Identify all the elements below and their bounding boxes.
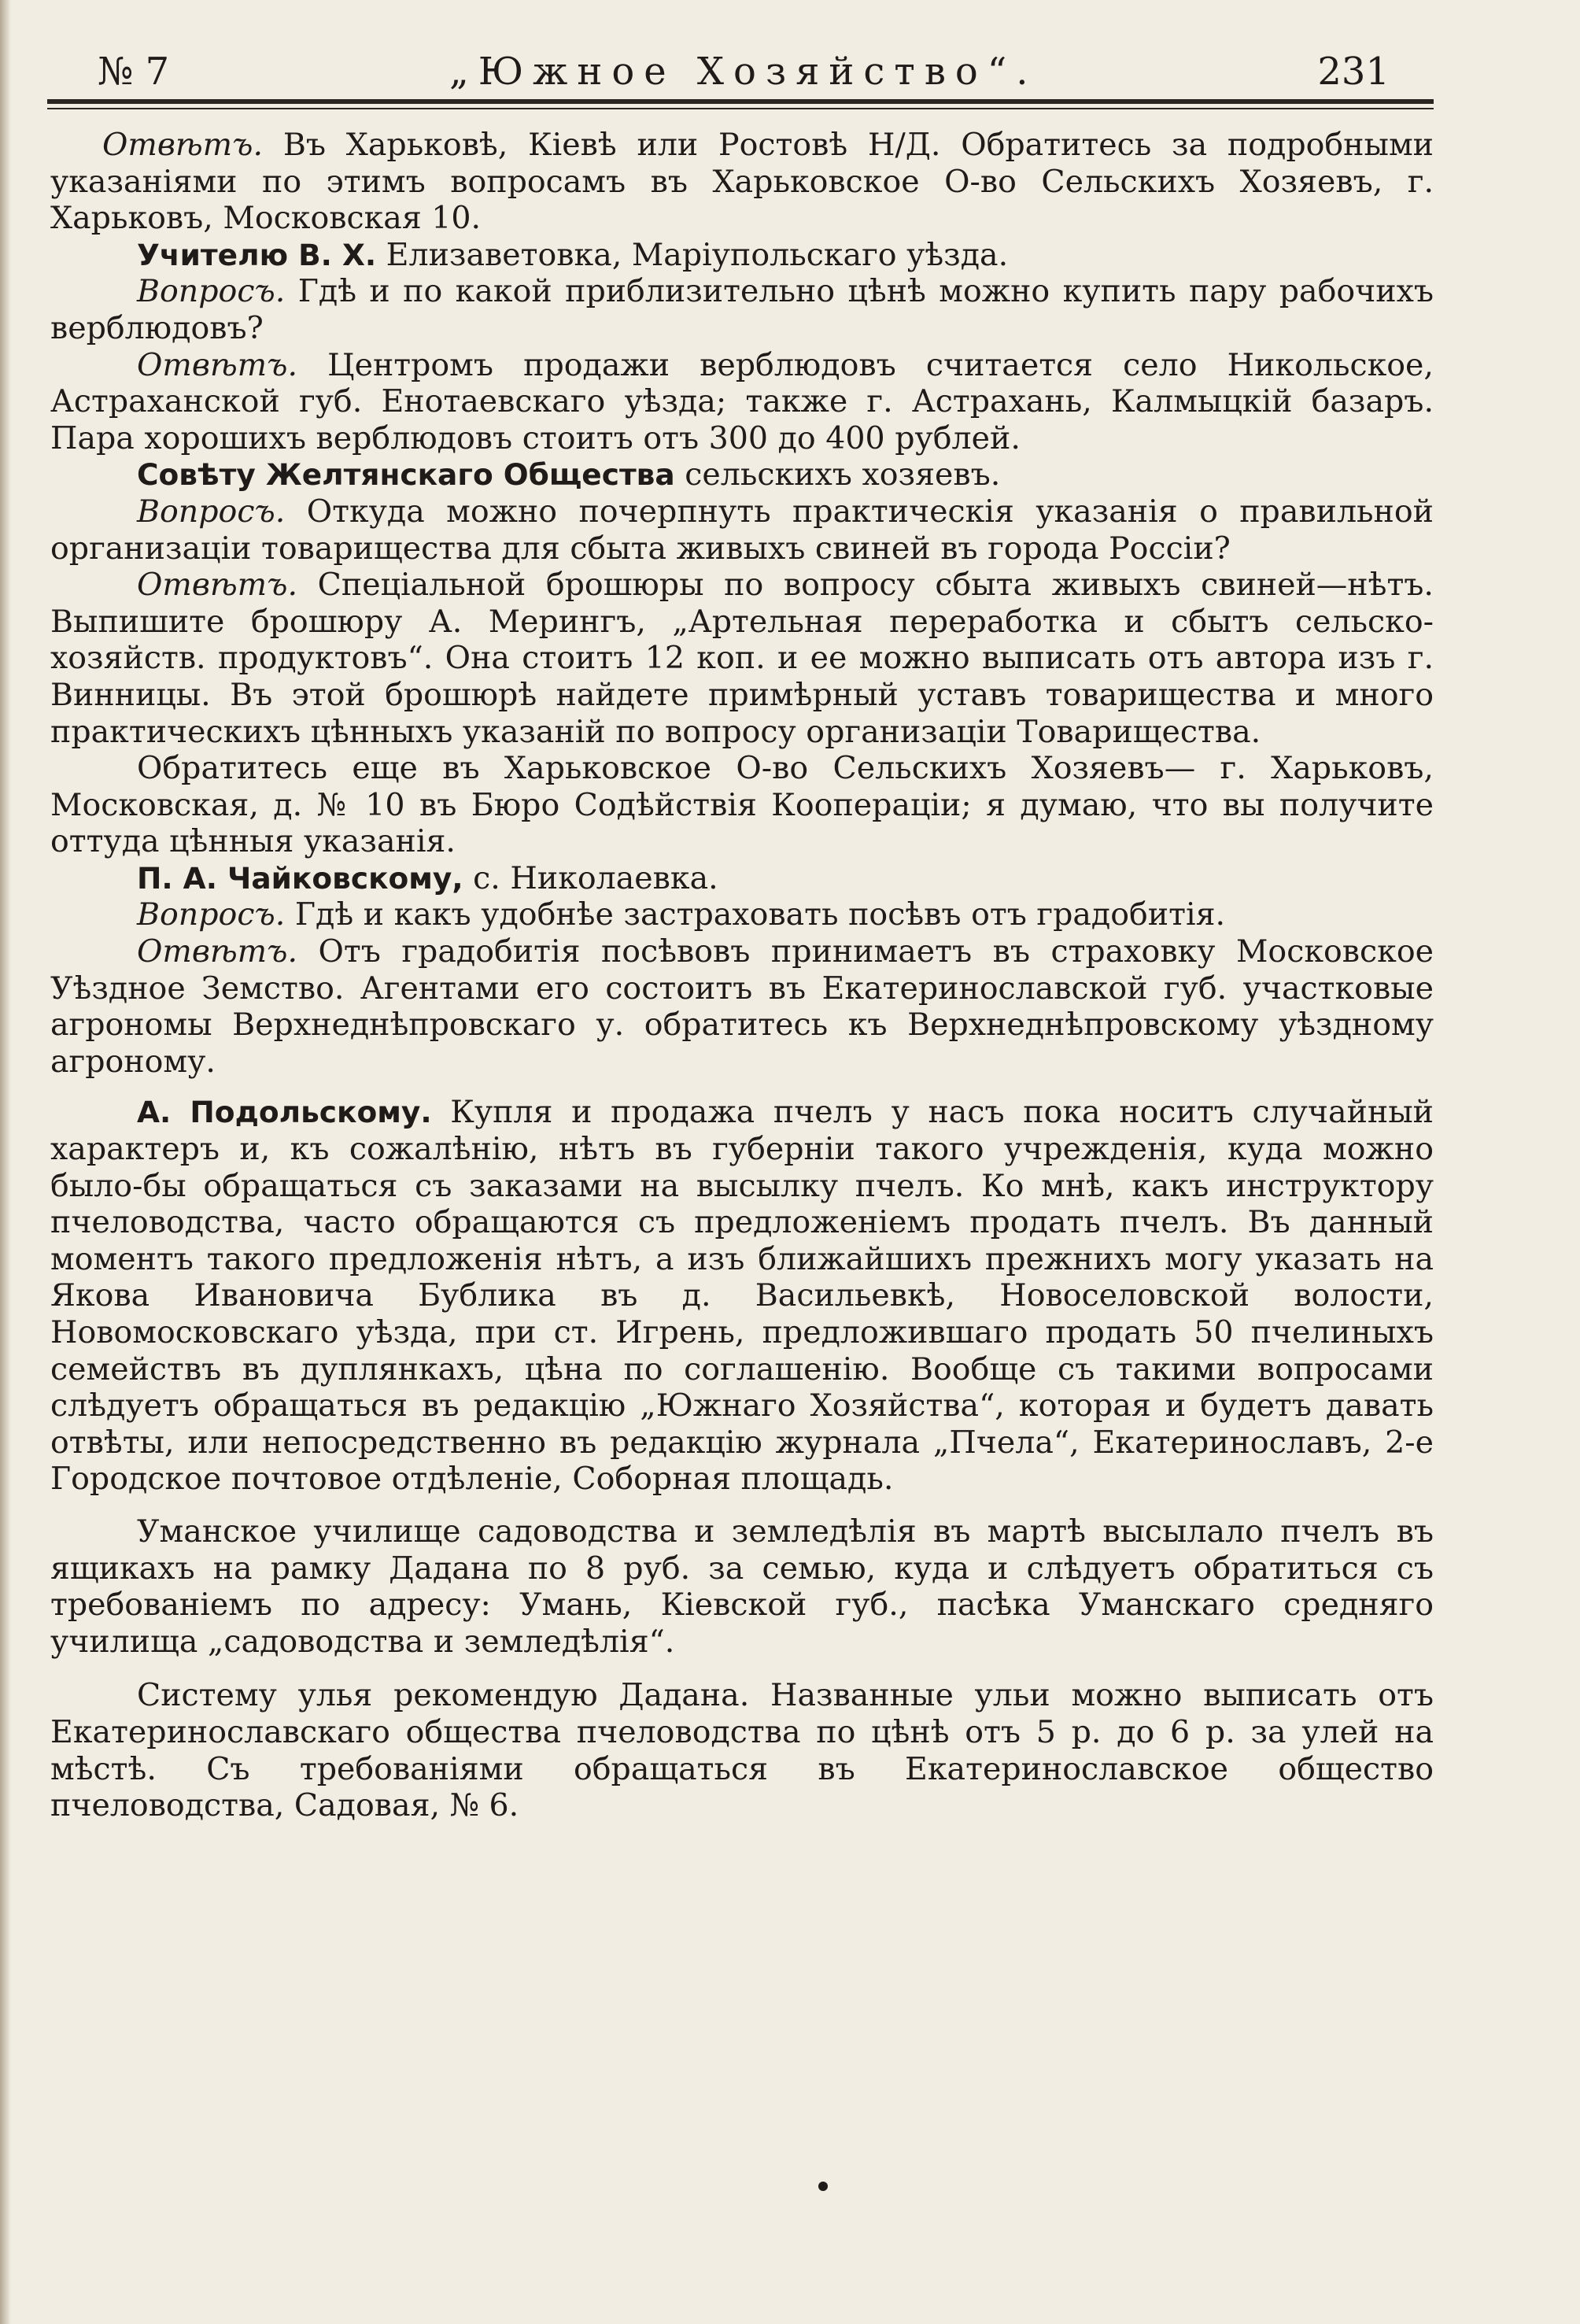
answer-label: Отвѣтъ. (137, 346, 298, 383)
paragraph-text: Откуда можно почерпнуть практическія указанія о правильной организаціи товарищества для сбыта живыхъ свиней въ города Россіи? (50, 493, 1434, 567)
end-dot (818, 2182, 828, 2191)
addressee-name: П. А. Чайковскому, (137, 860, 463, 896)
paragraph-text: Отъ градобитія посѣвовъ принимаетъ въ страховку Московское Уѣздное Земство. Агентами его состоитъ въ Екатеринославской губ. участковые агрономы Верхнеднѣпровскаго у. обратитесь къ Верхнеднѣпровскому уѣздному агроному. (50, 933, 1434, 1080)
body-paragraph (50, 1677, 1434, 1823)
addressee-paragraph (50, 456, 1434, 493)
paragraph-text: Купля и продажа пчелъ у насъ пока носитъ случайный характеръ и, къ сожалѣнію, нѣтъ въ губерніи такого учрежденія, куда можно было-бы обращаться съ заказами на высылку пчелъ. Ко мнѣ, какъ инструктору пчеловодства, часто обращаются съ предложеніемъ продать пчелъ. Въ данный моментъ такого предложенія нѣтъ, а изъ ближайшихъ прежнихъ могу указать на Якова Ивановича Бублика въ д. Васильевкѣ, Новоселовской волости, Новомосковскаго уѣзда, при ст. Игрень, предложившаго продать 50 пчелиныхъ семействъ въ дуплянкахъ, цѣна по соглашенію. Вообще съ такими вопросами слѣдуетъ обращаться въ редакцію „Южнаго Хозяйства“, которая и будетъ давать отвѣты, или непосредственно въ редакцію журнала „Пчела“, Екатеринославъ, 2-е Городское почтовое отдѣленіе, Соборная площадь. (50, 1094, 1434, 1498)
paragraph-text: Спеціальной брошюры по вопросу сбыта живыхъ свиней—нѣтъ. Выпишите брошюру А. Мерингъ, „Артельная переработка и сбытъ сельско-хозяйств. продуктовъ“. Она стоитъ 12 коп. и ее можно выписать отъ автора изъ г. Винницы. Въ этой брошюрѣ найдете примѣрный уставъ товарищества и много практическихъ цѣнныхъ указаній по вопросу организаціи Товарищества. (50, 567, 1434, 750)
addressee-name: Учителю В. Х. (137, 237, 377, 272)
answer-paragraph (50, 933, 1434, 1080)
question-paragraph (50, 896, 1434, 933)
page-header (47, 49, 1434, 94)
header-rule-thin (47, 108, 1434, 109)
paragraph-text: Уманское училище садоводства и земледѣлія въ мартѣ высылало пчелъ въ ящикахъ на рамку Дадана по 8 руб. за семью, куда и слѣдуетъ обратиться съ требованіемъ по адресу: Умань, Кіевской губ., пасѣка Уманскаго средняго училища „садоводства и земледѣлія“. (50, 1513, 1434, 1660)
paragraph-text: Гдѣ и какъ удобнѣе застраховать посѣвъ отъ градобитія. (285, 896, 1226, 933)
question-label: Вопросъ. (137, 273, 286, 310)
paragraph-text: Гдѣ и по какой приблизительно цѣнѣ можно купить пару рабочихъ верблюдовъ? (50, 273, 1434, 346)
answer-paragraph (50, 127, 1434, 237)
paragraph-text: Обратитесь еще въ Харьковское О-во Сельскихъ Хозяевъ— г. Харьковъ, Московская, д. № 10 въ Бюро Содѣйствія Коопераціи; я думаю, что вы получите оттуда цѣнныя указанія. (50, 750, 1434, 860)
question-label: Вопросъ. (137, 493, 286, 530)
addressee-paragraph (50, 860, 1434, 897)
paragraph-text: Систему улья рекомендую Дадана. Названные ульи можно выписать отъ Екатеринославскаго общества пчеловодства по цѣнѣ отъ 5 р. до 6 р. за улей на мѣстѣ. Съ требованіями обращаться въ Екатеринославское общество пчеловодства, Садовая, № 6. (50, 1677, 1434, 1824)
addressee-name: А. Подольскому. (137, 1095, 432, 1130)
page-number: 231 (1317, 50, 1390, 94)
issue-number: № 7 (98, 50, 170, 94)
answer-label: Отвѣтъ. (137, 933, 298, 970)
addressee-name: Совѣту Желтянскаго Общества (137, 457, 675, 493)
journal-title: „Южное Хозяйство“. (449, 50, 1038, 94)
answer-paragraph (50, 347, 1434, 457)
body-paragraph (50, 750, 1434, 860)
answer-label: Отвѣтъ. (102, 127, 264, 163)
answer-label: Отвѣтъ. (137, 567, 298, 604)
article-body (47, 127, 1434, 1824)
question-paragraph (50, 273, 1434, 346)
page-edge-shadow (0, 0, 11, 2324)
paragraph-text: сельскихъ хозяевъ. (674, 456, 1001, 493)
paragraph-text: с. Николаевка. (463, 859, 718, 896)
question-label: Вопросъ. (137, 896, 286, 933)
paragraph-text: Въ Харьковѣ, Кіевѣ или Ростовѣ Н/Д. Обратитесь за подробными указаніями по этимъ вопросамъ въ Харьковское О-во Сельскихъ Хозяевъ, г. Харьковъ, Московская 10. (50, 127, 1434, 237)
addressee-paragraph (50, 237, 1434, 274)
addressee-paragraph (50, 1094, 1434, 1498)
answer-paragraph (50, 567, 1434, 750)
paragraph-text: Центромъ продажи верблюдовъ считается село Никольское, Астраханской губ. Енотаевскаго уѣзда; также г. Астрахань, Калмыцкій базаръ. Пара хорошихъ верблюдовъ стоитъ отъ 300 до 400 рублей. (50, 346, 1434, 456)
paragraph-text: Елизаветовка, Маріупольскаго уѣзда. (376, 236, 1009, 273)
body-paragraph (50, 1513, 1434, 1660)
question-paragraph (50, 493, 1434, 567)
header-rule-thick (47, 99, 1434, 104)
